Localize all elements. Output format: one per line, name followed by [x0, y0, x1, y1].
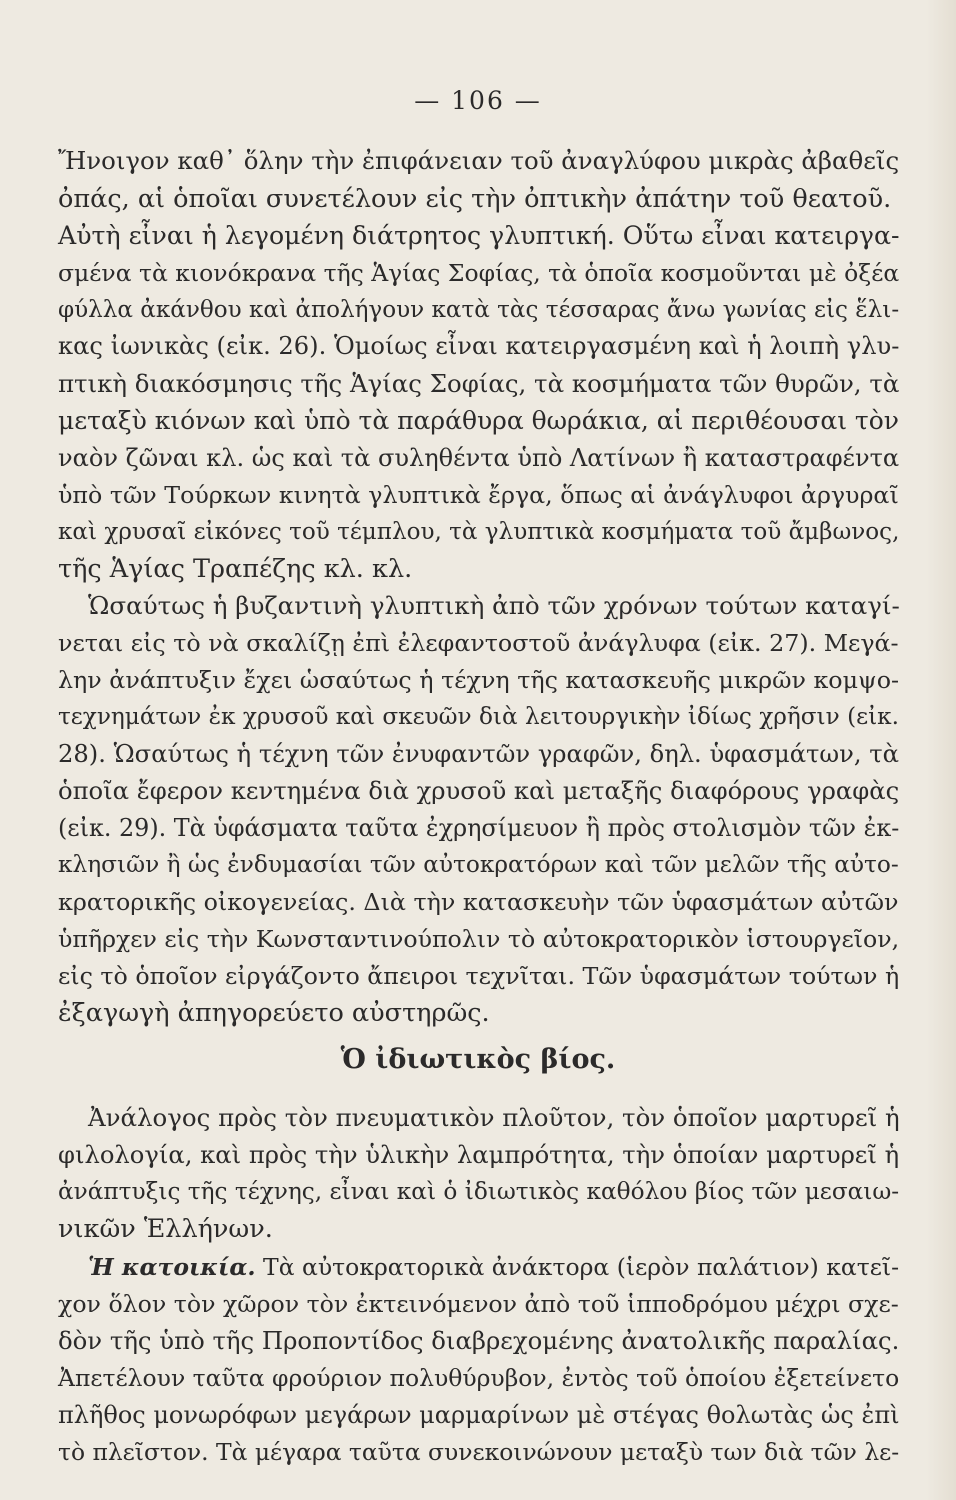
text-line: κας ἰωνικὰς (εἰκ. 26). Ὁμοίως εἶναι κατειργασμένη καὶ ἡ λοιπὴ γλυ-: [58, 332, 900, 360]
text-line: τεχνημάτων ἐκ χρυσοῦ καὶ σκευῶν διὰ λειτουργικὴν ἰδίως χρῆσιν (εἰκ.: [58, 703, 900, 730]
text-line: ἀνάπτυξις τῆς τέχνης, εἶναι καὶ ὁ ἰδιωτικὸς καθόλου βίος τῶν μεσαιω-: [58, 1178, 900, 1205]
text-line: Ἤνοιγον καθ᾿ ὅλην τὴν ἐπιφάνειαν τοῦ ἀναγλύφου μικρὰς ἀβαθεῖς: [58, 146, 900, 175]
text-line: Ἀπετέλουν ταῦτα φρούριον πολυθύρυβον, ἐντὸς τοῦ ὁποίου ἐξετείνετο: [58, 1364, 900, 1392]
text-line: ὀπάς, αἱ ὁποῖαι συνετέλουν εἰς τὴν ὀπτικὴν ἀπάτην τοῦ θεατοῦ.: [58, 184, 892, 214]
text-line: τὸ πλεῖστον. Τὰ μέγαρα ταῦτα συνεκοινώνουν μεταξὺ των διὰ τῶν λε-: [58, 1438, 900, 1466]
text-line: ἐξαγωγὴ ἀπηγορεύετο αὐστηρῶς.: [58, 998, 490, 1028]
text-line: Ἀνάλογος πρὸς τὸν πνευματικὸν πλοῦτον, τὸν ὁποῖον μαρτυρεῖ ἡ: [88, 1103, 900, 1132]
text-line: (εἰκ. 29). Τὰ ὑφάσματα ταῦτα ἐχρησίμευον ἢ πρὸς στολισμὸν τῶν ἐκ-: [58, 814, 900, 842]
text-line: Ὡσαύτως ἡ βυζαντινὴ γλυπτικὴ ἀπὸ τῶν χρόνων τούτων καταγί-: [88, 591, 900, 620]
text-line: πλῆθος μονωρόφων μεγάρων μαρμαρίνων μὲ στέγας θολωτὰς ὡς ἐπὶ: [58, 1401, 900, 1429]
text-line: φύλλα ἀκάνθου καὶ ἀπολήγουν κατὰ τὰς τέσσαρας ἄνω γωνίας εἰς ἕλι-: [58, 297, 900, 323]
text-line: καὶ χρυσαῖ εἰκόνες τοῦ τέμπλου, τὰ γλυπτικὰ κοσμήματα τοῦ ἄμβωνος,: [58, 519, 900, 545]
text-segment: Τὰ αὐτοκρατορικὰ ἀνάκτορα (ἱερὸν παλάτιον) κατεῖ-: [255, 1253, 900, 1281]
text-line: κρατορικῆς οἰκογενείας. Διὰ τὴν κατασκευὴν τῶν ὑφασμάτων αὐτῶν: [58, 888, 899, 916]
text-line: μεταξὺ κιόνων καὶ ὑπὸ τὰ παράθυρα θωράκια, αἱ περιθέουσαι τὸν: [58, 406, 899, 435]
text-line: ὑπὸ τῶν Τούρκων κινητὰ γλυπτικὰ ἔργα, ὅπως αἱ ἀνάγλυφοι ἀργυραῖ: [58, 481, 899, 509]
text-line: Αὐτὴ εἶναι ἡ λεγομένη διάτρητος γλυπτική. Οὕτω εἶναι κατειργα-: [58, 221, 900, 250]
text-line: τῆς Ἁγίας Τραπέζης κλ. κλ.: [58, 554, 413, 584]
text-line: ὁποῖα ἔφερον κεντημένα διὰ χρυσοῦ καὶ μεταξῆς διαφόρους γραφὰς: [58, 776, 900, 805]
lead-term: Ἡ κατοικία.: [88, 1253, 256, 1281]
section-heading: Ὁ ἰδιωτικὸς βίος.: [340, 1044, 616, 1075]
text-line: δὸν τῆς ὑπὸ τῆς Προποντίδος διαβρεχομένης ἀνατολικῆς παραλίας.: [58, 1326, 900, 1355]
text-line: σμένα τὰ κιονόκρανα τῆς Ἁγίας Σοφίας, τὰ ὁποῖα κοσμοῦνται μὲ ὀξέα: [58, 259, 900, 287]
text-line: φιλολογία, καὶ πρὸς τὴν ὑλικὴν λαμπρότητα, τὴν ὁποίαν μαρτυρεῖ ἡ: [58, 1140, 900, 1169]
text-line: 28). Ὡσαύτως ἡ τέχνη τῶν ἐνυφαντῶν γραφῶν, δηλ. ὑφασμάτων, τὰ: [58, 740, 899, 768]
page-edge-shadow: [926, 0, 956, 1500]
page-number: — 106 —: [414, 86, 542, 115]
text-line: νικῶν Ἑλλήνων.: [58, 1214, 273, 1244]
text-line: ὑπῆρχεν εἰς τὴν Κωνσταντινούπολιν τὸ αὐτοκρατορικὸν ἱστουργεῖον,: [58, 925, 900, 953]
text-line: ναὸν ζῶναι κλ. ὡς καὶ τὰ συληθέντα ὑπὸ Λατίνων ἢ καταστραφέντα: [58, 444, 900, 472]
text-line: πτικὴ διακόσμησις τῆς Ἁγίας Σοφίας, τὰ κοσμήματα τῶν θυρῶν, τὰ: [58, 369, 900, 398]
text-line: χον ὅλον τὸν χῶρον τὸν ἐκτεινόμενον ἀπὸ τοῦ ἱπποδρόμου μέχρι σχε-: [58, 1290, 899, 1318]
text-line: λην ἀνάπτυξιν ἔχει ὡσαύτως ἡ τέχνη τῆς κατασκευῆς μικρῶν κομψο-: [58, 666, 900, 694]
text-line: νεται εἰς τὸ νὰ σκαλίζῃ ἐπὶ ἐλεφαντοστοῦ ἀνάγλυφα (εἰκ. 27). Μεγά-: [58, 629, 899, 657]
text-line: κλησιῶν ἢ ὡς ἐνδυμασίαι τῶν αὐτοκρατόρων καὶ τῶν μελῶν τῆς αὐτο-: [58, 851, 899, 878]
text-line: [88, 1252, 908, 1282]
text-line: εἰς τὸ ὁποῖον εἰργάζοντο ἄπειροι τεχνῖται. Τῶν ὑφασμάτων τούτων ἡ: [58, 962, 900, 990]
